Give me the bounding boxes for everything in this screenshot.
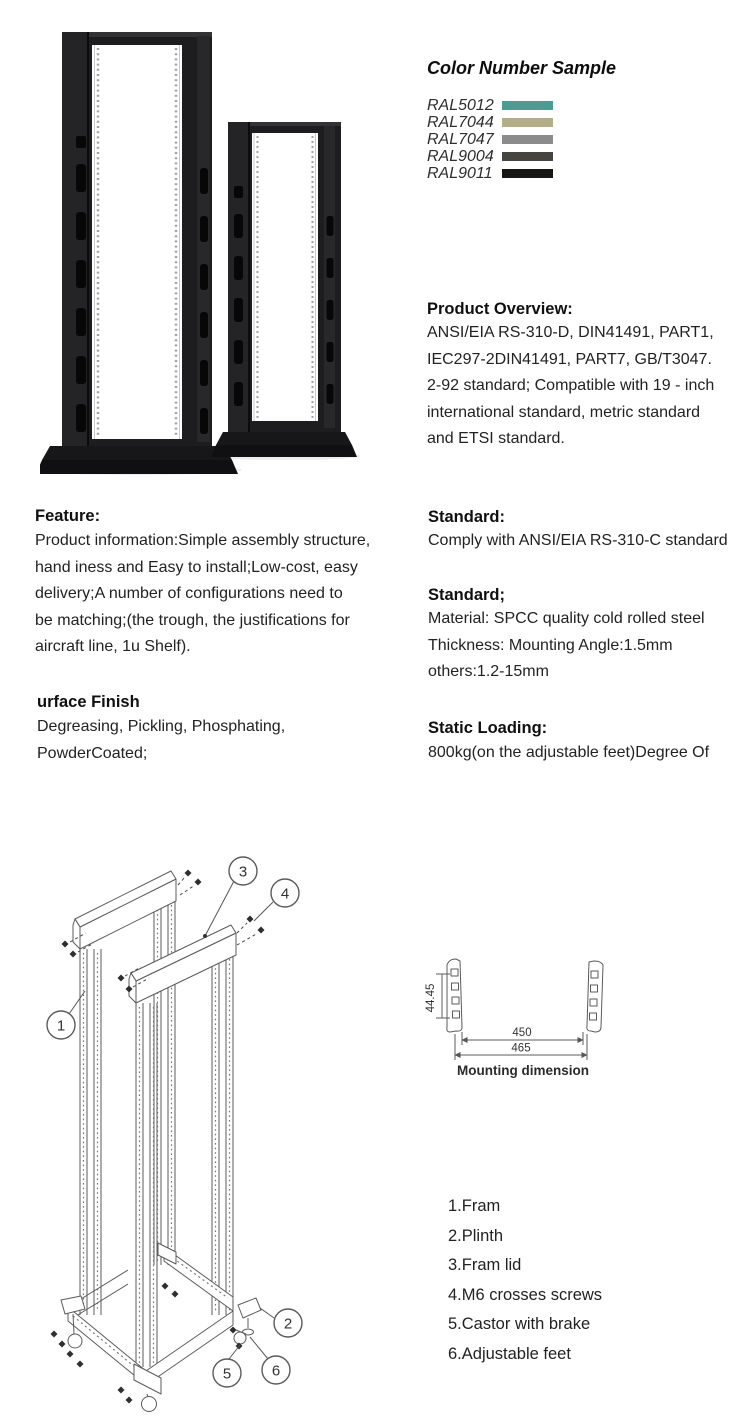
color-swatch xyxy=(502,118,553,127)
parts-list xyxy=(448,1192,602,1370)
callout-3: 3 xyxy=(238,863,248,881)
parts-list-item: 2.Plinth xyxy=(448,1226,504,1245)
text-line: aircraft line, 1u Shelf). xyxy=(35,638,191,656)
callout-2: 2 xyxy=(283,1315,293,1333)
tall-rack-photo xyxy=(40,32,242,475)
product-overview-heading: Product Overview: xyxy=(427,300,573,318)
mounting-dimension-caption: Mounting dimension xyxy=(457,1063,589,1078)
text-line: Comply with ANSI/EIA RS-310-C standard xyxy=(428,532,728,549)
text-line: delivery;A number of configurations need to xyxy=(35,585,343,603)
standard1-body xyxy=(428,528,728,555)
parts-list-item: 1.Fram xyxy=(448,1197,501,1215)
color-sample-list xyxy=(427,96,647,186)
color-sample-label: RAL9011 xyxy=(427,165,493,182)
standard2-body xyxy=(428,606,705,686)
text-line: IEC297-2DIN41491, PART7, GB/T3047. xyxy=(427,350,712,368)
product-overview-body xyxy=(427,320,714,453)
text-line: 2-92 standard; Compatible with 19 - inch xyxy=(427,377,715,395)
color-swatch xyxy=(502,169,553,178)
callout-5: 5 xyxy=(222,1365,232,1383)
rack-assembly-diagram xyxy=(28,845,368,1423)
text-line: PowderCoated; xyxy=(37,744,148,762)
text-line: and ETSI standard. xyxy=(427,430,565,448)
dim-side-label: 44.45 xyxy=(425,983,437,1013)
color-sample-label: RAL7047 xyxy=(427,131,494,148)
parts-list-item: 5.Castor with brake xyxy=(448,1315,591,1334)
static-loading-body xyxy=(428,740,709,767)
parts-list-item: 4.M6 crosses screws xyxy=(448,1285,603,1304)
parts-list-item: 6.Adjustable feet xyxy=(448,1344,571,1363)
text-line: hand iness and Easy to install;Low-cost, easy xyxy=(35,558,358,576)
text-line: ANSI/EIA RS-310-D, DIN41491, PART1, xyxy=(427,324,714,341)
surface-finish-heading: urface Finish xyxy=(37,693,140,711)
standard1-heading: Standard: xyxy=(428,508,506,526)
color-sample-row xyxy=(427,131,627,148)
product-photo-racks xyxy=(40,18,360,480)
color-sample-row xyxy=(427,97,627,114)
color-sample-row xyxy=(427,114,627,131)
parts-list-item: 3.Fram lid xyxy=(448,1256,522,1275)
static-loading-heading: Static Loading: xyxy=(428,719,548,737)
text-line: international standard, metric standard xyxy=(427,403,701,421)
color-swatch xyxy=(502,152,553,161)
color-sample-label: RAL7044 xyxy=(427,114,494,131)
dim-outer-label: 465 xyxy=(511,1042,531,1055)
standard2-heading: Standard; xyxy=(428,586,506,604)
text-line: Product information:Simple assembly structure, xyxy=(35,532,371,549)
text-line: others:1.2-15mm xyxy=(428,663,549,681)
feature-heading: Feature: xyxy=(35,507,101,525)
color-sample-row xyxy=(427,165,627,182)
color-sample-label: RAL9004 xyxy=(427,148,494,165)
text-line: Material: SPCC quality cold rolled steel xyxy=(428,610,705,627)
text-line: be matching;(the trough, the justifications for xyxy=(35,611,350,629)
right-mounting-bracket xyxy=(587,961,603,1032)
feature-body xyxy=(35,528,370,661)
text-line: Degreasing, Pickling, Phosphating, xyxy=(37,718,286,735)
surface-finish-body xyxy=(37,714,285,767)
callout-4: 4 xyxy=(280,885,290,903)
mounting-dimension-diagram xyxy=(425,948,635,1083)
callout-6: 6 xyxy=(271,1362,281,1380)
text-line: Thickness: Mounting Angle:1.5mm xyxy=(428,636,673,654)
dim-inner-label: 450 xyxy=(512,1027,532,1039)
short-rack-photo xyxy=(209,122,360,460)
text-line: 800kg(on the adjustable feet)Degree Of xyxy=(428,744,710,761)
callout-1: 1 xyxy=(56,1017,66,1035)
color-sample-row xyxy=(427,148,627,165)
color-swatch xyxy=(502,135,553,144)
color-swatch xyxy=(502,101,553,110)
color-sample-title: Color Number Sample xyxy=(427,58,617,78)
left-mounting-bracket xyxy=(447,959,462,1032)
color-sample-label: RAL5012 xyxy=(427,97,494,114)
